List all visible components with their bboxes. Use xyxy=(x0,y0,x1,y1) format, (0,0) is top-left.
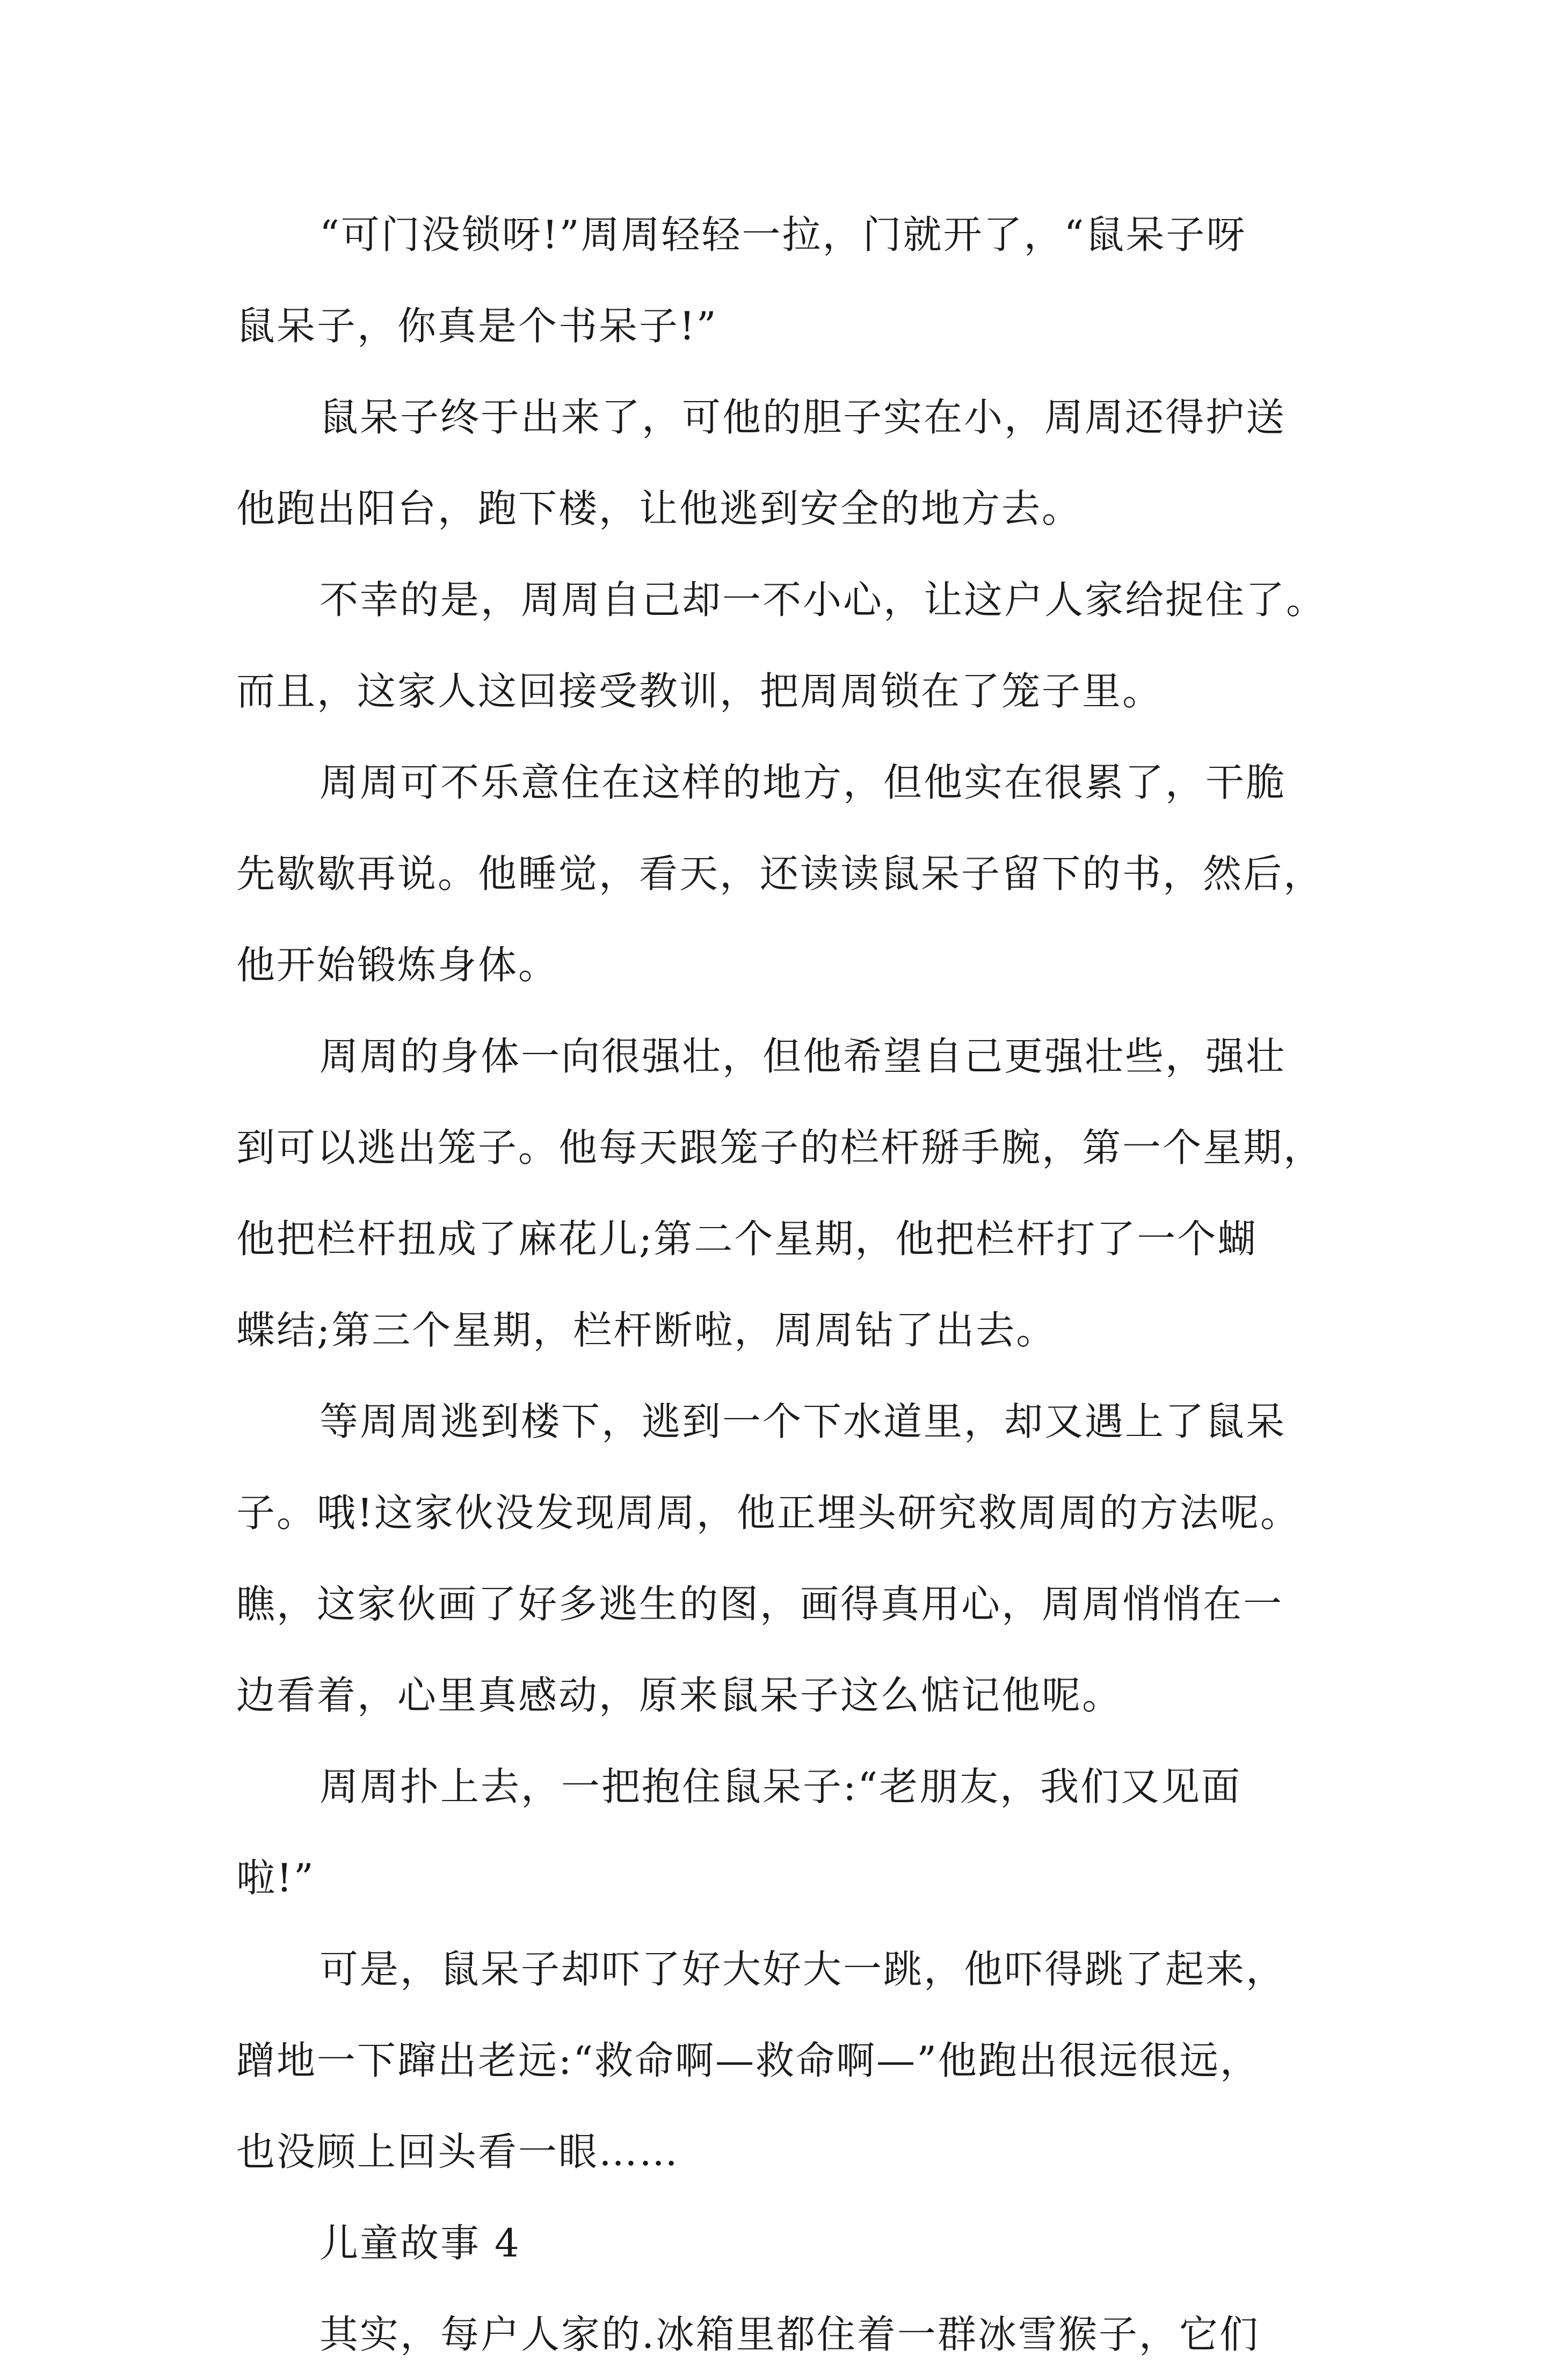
text-line: 蹭地一下蹿出老远:“救命啊—救命啊—”他跑出很远很远， xyxy=(236,2038,1260,2083)
text-line: 到可以逃出笼子。他每天跟笼子的栏杆掰手腕，第一个星期， xyxy=(236,1125,1324,1170)
text-line: 可是，鼠呆子却吓了好大好大一跳，他吓得跳了起来， xyxy=(319,1947,1287,1992)
text-line: 瞧，这家伙画了好多逃生的图，画得真用心，周周悄悄在一 xyxy=(236,1581,1284,1627)
text-line: 不幸的是，周周自己却一不小心，让这户人家给捉住了。 xyxy=(319,577,1327,622)
text-line: 他把栏杆扭成了麻花儿;第二个星期，他把栏杆打了一个蝴 xyxy=(236,1216,1258,1261)
document-body xyxy=(236,189,1327,2380)
text-line: 边看着，心里真感动，原来鼠呆子这么惦记他呢。 xyxy=(236,1673,1123,1718)
text-line: 周周的身体一向很强壮，但他希望自己更强壮些，强壮 xyxy=(319,1034,1287,1079)
text-line: 他开始锻炼身体。 xyxy=(236,942,559,988)
text-line: 其实，每户人家的.冰箱里都住着一群冰雪猴子，它们 xyxy=(319,2312,1260,2357)
section-heading: 儿童故事 4 xyxy=(319,2221,521,2266)
text-line: 也没顾上回头看一眼…… xyxy=(236,2129,680,2174)
text-line: 他跑出阳台，跑下楼，让他逃到安全的地方去。 xyxy=(236,486,1083,531)
text-line: 等周周逃到楼下，逃到一个下水道里，却又遇上了鼠呆 xyxy=(319,1399,1287,1444)
text-line: 而且，这家人这回接受教训，把周周锁在了笼子里。 xyxy=(236,669,1163,714)
text-line: 周周可不乐意住在这样的地方，但他实在很累了，干脆 xyxy=(319,760,1287,805)
text-line: 先歇歇再说。他睡觉，看天，还读读鼠呆子留下的书，然后， xyxy=(236,851,1324,896)
text-line: 蝶结;第三个星期，栏杆断啦，周周钻了出去。 xyxy=(236,1308,1057,1353)
text-line: 鼠呆子终于出来了，可他的胆子实在小，周周还得护送 xyxy=(319,395,1287,440)
text-line: 鼠呆子，你真是个书呆子!” xyxy=(236,303,718,349)
text-line: “可门没锁呀!”周周轻轻一拉，门就开了，“鼠呆子呀 xyxy=(319,212,1247,257)
text-line: 子。哦!这家伙没发现周周，他正埋头研究救周周的方法呢。 xyxy=(236,1490,1301,1535)
text-line: 周周扑上去，一把抱住鼠呆子:“老朋友，我们又见面 xyxy=(319,1764,1242,1809)
text-line: 啦!” xyxy=(236,1855,315,1900)
